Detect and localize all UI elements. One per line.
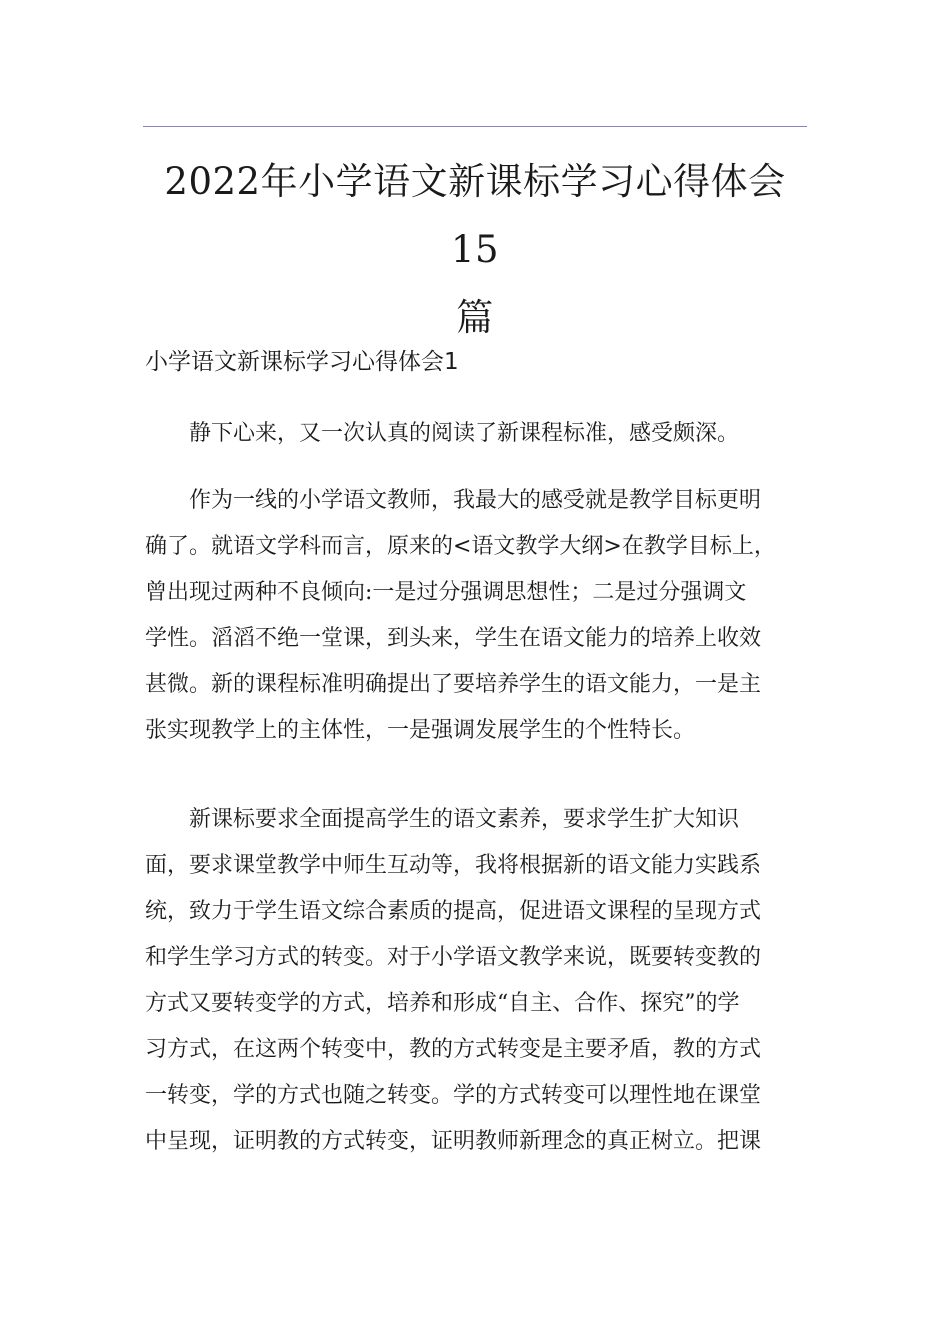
paragraph-line: 静下心来，又一次认真的阅读了新课程标准，感受颇深。: [189, 421, 740, 446]
paragraph-line: 中呈现，证明教的方式转变，证明教师新理念的真正树立。把课: [145, 1129, 762, 1154]
header-rule: [143, 126, 807, 127]
paragraph-1: [145, 411, 808, 457]
paragraph-line: 甚微。新的课程标准明确提出了要培养学生的语文能力，一是主: [145, 672, 762, 697]
paragraph-line: 统，致力于学生语文综合素质的提高，促进语文课程的呈现方式: [145, 899, 762, 924]
paragraph-line: 一转变，学的方式也随之转变。学的方式转变可以理性地在课堂: [145, 1083, 762, 1108]
paragraph-line: 和学生学习方式的转变。对于小学语文教学来说，既要转变教的: [145, 945, 762, 970]
paragraph-line: 新课标要求全面提高学生的语文素养，要求学生扩大知识: [189, 807, 740, 832]
paragraph-line: 习方式，在这两个转变中，教的方式转变是主要矛盾，教的方式: [145, 1037, 762, 1062]
paragraph-line: 面，要求课堂教学中师生互动等，我将根据新的语文能力实践系: [145, 853, 762, 878]
paragraph-line: 确了。就语文学科而言，原来的<语文教学大纲>在教学目标上，: [145, 534, 776, 559]
title-line-1: 2022年小学语文新课标学习心得体会15: [164, 160, 786, 271]
paragraph-3: [145, 797, 808, 1165]
section-heading: 小学语文新课标学习心得体会1: [145, 349, 459, 375]
paragraph-line: 张实现教学上的主体性，一是强调发展学生的个性特长。: [145, 718, 696, 743]
paragraph-2: [145, 478, 808, 754]
document-title: [143, 148, 807, 352]
paragraph-line: 方式又要转变学的方式，培养和形成“自主、合作、探究”的学: [145, 991, 740, 1016]
paragraph-line: 学性。滔滔不绝一堂课，到头来，学生在语文能力的培养上收效: [145, 626, 762, 651]
paragraph-line: 作为一线的小学语文教师，我最大的感受就是教学目标更明: [189, 488, 762, 513]
title-line-2: 篇: [456, 296, 494, 339]
paragraph-line: 曾出现过两种不良倾向:一是过分强调思想性；二是过分强调文: [145, 580, 747, 605]
